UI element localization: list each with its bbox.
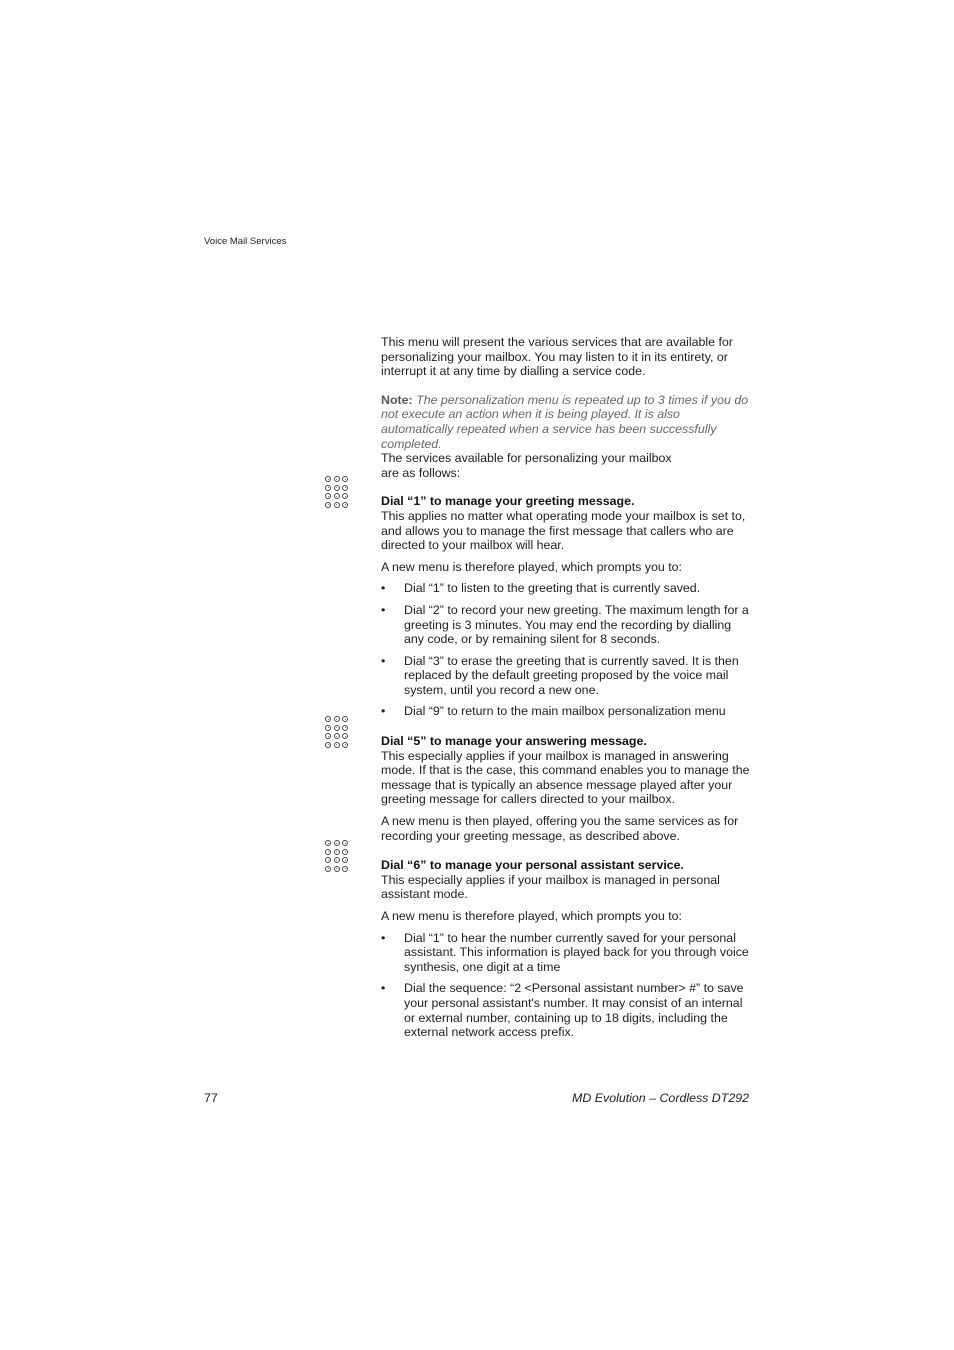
section-answering — [381, 734, 753, 843]
document-title: MD Evolution – Cordless DT292 — [572, 1091, 749, 1105]
list-item: • Dial “2” to record your new greeting. The maximum length for a greeting is 3 minutes. You may end the recording by dialling any code, or by remaining silent for 8 seconds. — [381, 603, 753, 647]
list-item: • Dial “1” to listen to the greeting that is currently saved. — [381, 581, 753, 596]
list-item: • Dial “3” to erase the greeting that is currently saved. It is then replaced by the default greeting proposed by the voice mail system, until you record a new one. — [381, 654, 753, 698]
bullet-list — [381, 931, 753, 1040]
services-intro: The services available for personalizing your mailbox are as follows: — [381, 451, 672, 480]
list-item: • Dial “9” to return to the main mailbox personalization menu — [381, 704, 753, 719]
section-title: Dial “6” to manage your personal assistant service. — [381, 858, 685, 873]
note-block — [381, 393, 753, 451]
note-label: Note: — [381, 392, 413, 407]
section-menu-intro: A new menu is therefore played, which prompts you to: — [381, 909, 682, 923]
main-content — [381, 335, 753, 1047]
keypad-icon — [325, 840, 349, 873]
section-description: This especially applies if your mailbox is managed in personal assistant mode. — [381, 872, 720, 902]
page-number: 77 — [204, 1091, 218, 1105]
section-menu-intro: A new menu is therefore played, which prompts you to: — [381, 559, 682, 574]
section-title: Dial “5” to manage your answering message. — [381, 734, 647, 749]
section-assistant — [381, 858, 753, 1040]
note-text: The personalization menu is repeated up to 3 times if you do not execute an action when it is being played. It is also automatically repeated when a service has been successfully completed. — [381, 392, 749, 451]
intro-paragraph: This menu will present the various services that are available for personalizing your mailbox. You may listen to it in its entirety, or interrupt it at any time by dialling a service code. — [381, 335, 733, 379]
section-greeting — [381, 494, 753, 719]
keypad-icon — [325, 716, 349, 749]
keypad-icon — [325, 476, 349, 509]
running-header: Voice Mail Services — [204, 236, 287, 247]
list-item: • Dial the sequence: “2 <Personal assistant number> #” to save your personal assistant's number. It may consist of an internal or external number, containing up to 18 digits, including the external network access prefix. — [381, 981, 753, 1039]
section-description: This applies no matter what operating mode your mailbox is set to, and allows you to manage the first message that callers who are directed to your mailbox will hear. — [381, 508, 746, 553]
section-title: Dial “1” to manage your greeting message. — [381, 494, 635, 509]
bullet-list — [381, 581, 753, 719]
section-menu-intro: A new menu is then played, offering you the same services as for recording your greeting message, as described above. — [381, 814, 739, 843]
list-item: • Dial “1” to hear the number currently saved for your personal assistant. This information is played back for you through voice synthesis, one digit at a time — [381, 931, 753, 975]
section-description: This especially applies if your mailbox is managed in answering mode. If that is the case, this command enables you to manage the message that is typically an absence message played after your greeting message for callers directed to your mailbox. — [381, 748, 750, 807]
